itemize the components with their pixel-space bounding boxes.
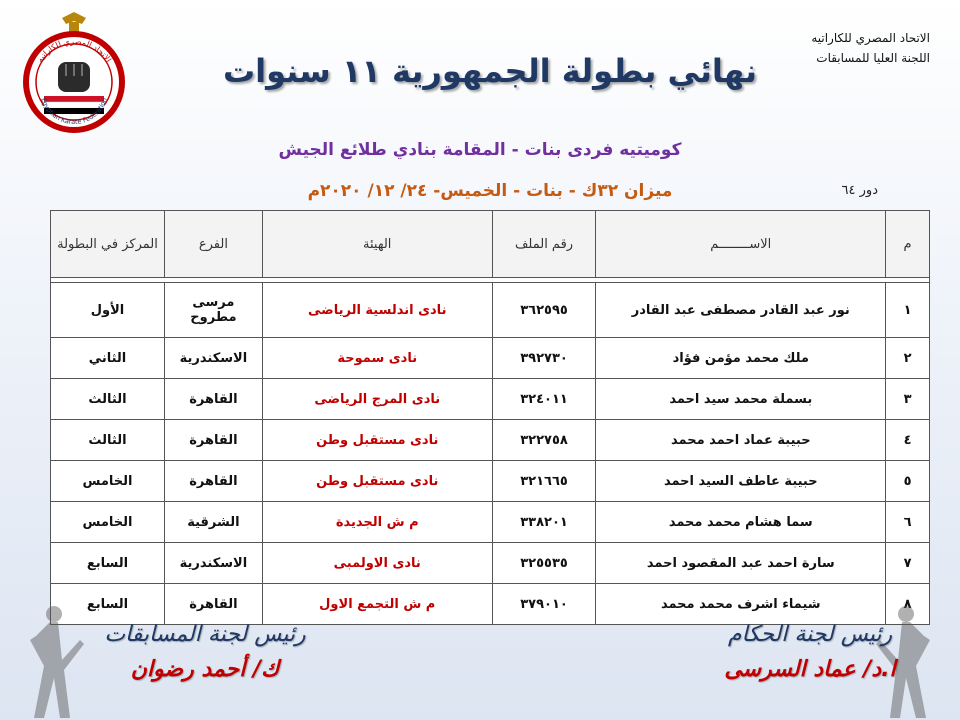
table-row <box>51 379 930 420</box>
row-file: ٣٢٤٠١١ <box>492 379 596 420</box>
row-num: ٤ <box>886 420 930 461</box>
table-row <box>51 543 930 584</box>
table-row <box>51 502 930 543</box>
row-num: ٣ <box>886 379 930 420</box>
row-name: شيماء اشرف محمد محمد <box>596 584 886 625</box>
row-file: ٣٣٨٢٠١ <box>492 502 596 543</box>
header-club: الهيئة <box>262 211 492 278</box>
row-branch: الاسكندرية <box>164 543 262 584</box>
eagle-crest-icon <box>62 12 86 32</box>
row-name: حبيبة عاطف السيد احمد <box>596 461 886 502</box>
row-file: ٣٦٢٥٩٥ <box>492 283 596 338</box>
round-label: دور ٦٤ <box>841 183 878 198</box>
header-branch: الفرع <box>164 211 262 278</box>
row-club: م ش التجمع الاول <box>262 584 492 625</box>
row-name: سارة احمد عبد المقصود احمد <box>596 543 886 584</box>
row-file: ٣٢١٦٦٥ <box>492 461 596 502</box>
row-rank: الثالث <box>51 420 165 461</box>
row-branch: مرسى مطروح <box>164 283 262 338</box>
row-branch: الشرقية <box>164 502 262 543</box>
row-rank: الخامس <box>51 502 165 543</box>
row-name: سما هشام محمد محمد <box>596 502 886 543</box>
table-row <box>51 283 930 338</box>
page-subtitle: كوميتيه فردى بنات - المقامة بنادي طلائع الجيش <box>278 140 682 160</box>
row-num: ٧ <box>886 543 930 584</box>
row-rank: الخامس <box>51 461 165 502</box>
org-line-1: الاتحاد المصري للكاراتيه <box>811 31 930 45</box>
row-name: نور عبد القادر مصطفى عبد القادر <box>596 283 886 338</box>
signature-competitions-chair <box>80 622 330 682</box>
row-num: ٢ <box>886 338 930 379</box>
row-file: ٣٧٩٠١٠ <box>492 584 596 625</box>
row-file: ٣٢٥٥٣٥ <box>492 543 596 584</box>
row-name: ملك محمد مؤمن فؤاد <box>596 338 886 379</box>
weight-date-line: ميزان ٣٢ك - بنات - الخميس- ٢٤/ ١٢/ ٢٠٢٠م <box>307 181 673 201</box>
row-rank: السابع <box>51 543 165 584</box>
row-branch: الاسكندرية <box>164 338 262 379</box>
row-num: ٥ <box>886 461 930 502</box>
logo-text-bottom: Egyptian Karate Federation <box>39 96 109 127</box>
table-row <box>51 338 930 379</box>
row-club: نادى سموحة <box>262 338 492 379</box>
header-rank: المركز في البطولة <box>51 211 165 278</box>
table-row <box>51 461 930 502</box>
row-rank: الأول <box>51 283 165 338</box>
row-rank: الثالث <box>51 379 165 420</box>
row-club: نادى مستقبل وطن <box>262 420 492 461</box>
header-num: م <box>886 211 930 278</box>
page-title: نهائي بطولة الجمهورية ١١ سنوات <box>222 52 758 90</box>
row-num: ٦ <box>886 502 930 543</box>
header-name: الاســــــــم <box>596 211 886 278</box>
row-rank: السابع <box>51 584 165 625</box>
row-file: ٣٢٢٧٥٨ <box>492 420 596 461</box>
signature-person: ا.د/ عماد السرسى <box>724 657 896 682</box>
table-header-row <box>51 211 930 278</box>
results-table <box>50 210 930 625</box>
row-club: نادى اندلسية الرياضى <box>262 283 492 338</box>
org-line-2: اللجنة العليا للمسابقات <box>816 51 930 66</box>
header-file: رقم الملف <box>492 211 596 278</box>
row-num: ١ <box>886 283 930 338</box>
row-branch: القاهرة <box>164 584 262 625</box>
row-club: نادى المرج الرياضى <box>262 379 492 420</box>
row-name: حبيبة عماد احمد محمد <box>596 420 886 461</box>
row-club: نادى مستقبل وطن <box>262 461 492 502</box>
table-row <box>51 420 930 461</box>
logo-text-top: الاتحاد المصري للكاراتيه <box>35 36 113 64</box>
signature-role: رئيس لجنة الحكام <box>727 622 893 647</box>
row-branch: القاهرة <box>164 461 262 502</box>
signature-role: رئيس لجنة المسابقات <box>104 622 306 647</box>
row-rank: الثاني <box>51 338 165 379</box>
row-num: ٨ <box>886 584 930 625</box>
row-branch: القاهرة <box>164 420 262 461</box>
karate-fighter-icon <box>10 600 90 720</box>
table-row <box>51 584 930 625</box>
row-name: بسملة محمد سيد احمد <box>596 379 886 420</box>
row-file: ٣٩٢٧٣٠ <box>492 338 596 379</box>
row-branch: القاهرة <box>164 379 262 420</box>
row-club: نادى الاولمبى <box>262 543 492 584</box>
signature-referees-chair <box>690 622 930 682</box>
signature-person: ك/ أحمد رضوان <box>130 657 280 682</box>
row-club: م ش الجديدة <box>262 502 492 543</box>
